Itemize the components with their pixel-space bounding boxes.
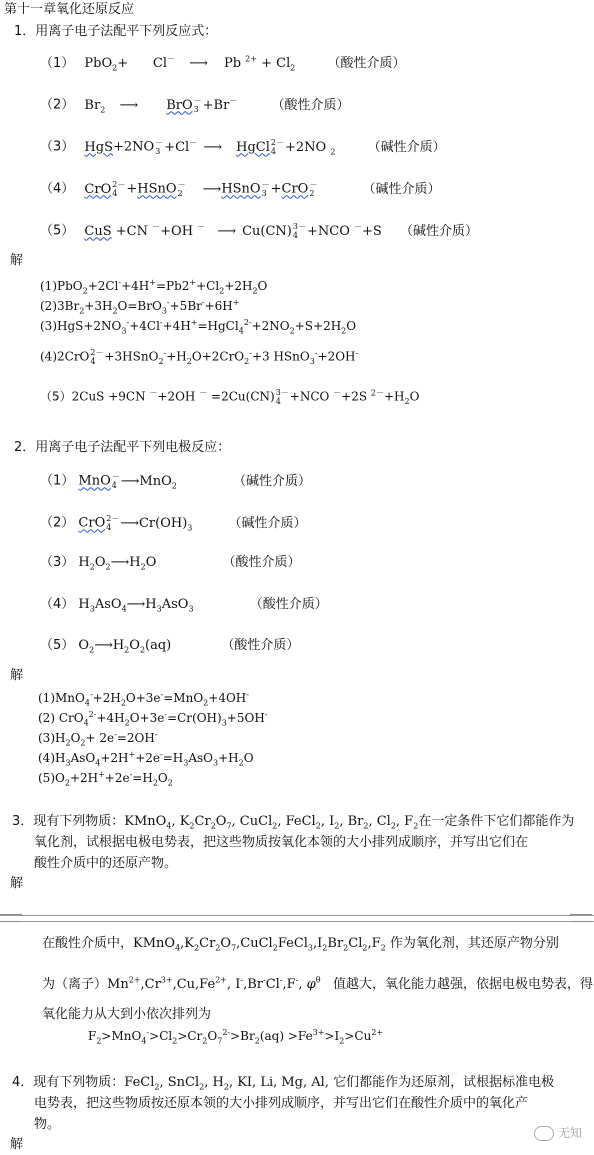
q2-item-4: （4） $H_3AsO_4⟶H_3AsO_3$ （酸性介质）: [40, 597, 328, 614]
q1-item-3: （3） HgS+2NO － 3 +Cl－ ⟶ HgCl 2－ 4 +2NO $_2$ （碱性介质）: [40, 138, 446, 157]
q1-answer-3: $(3)HgS+2NO_3^-+4Cl^-+4H^+=HgCl_4^{2-}+2NO_2+S+2H_2O$: [40, 318, 357, 336]
q3-line-3: 酸性介质中的还原产物。: [34, 856, 178, 871]
q3-solution-line-1: 在酸性介质中，$KMnO_4,K_2Cr_2O_7,CuCl_2FeCl_3,I_2Br_2Cl_2,F_2$ 作为氧化剂，其还原产物分别: [42, 936, 559, 953]
q2-item-2: （2） CrO 2－ 4 $⟶Cr(OH)_3$ （碱性介质）: [40, 514, 307, 533]
q2-answer-3: $(3)H_2O_2+ 2e^-=2OH^-$: [38, 730, 158, 748]
page-break-mark-left: [0, 914, 22, 922]
q3-solution-line-2: 为（离子）$Mn^{2+},Cr^{3+},Cu,Fe^{2+}$, I-,Br-Cl-,F-, $\varphi^\theta$ 值越大，氧化能力越强，依据电极电势表，得: [42, 975, 593, 992]
q1-item-2: （2） $Br_2$ ⟶ BrO － 3 +Br－ （酸性介质）: [40, 96, 350, 115]
q3-line-2: 氧化剂，试根据电极电势表，把这些物质按氧化本领的大小排列成顺序，并写出它们在: [34, 835, 529, 850]
q1-answer-2: $(2)3Br_2+3H_2O=BrO_3^-+5Br^-+6H^+$: [40, 298, 240, 316]
q4-line-2: 电势表，把这些物质按还原本领的大小排列成顺序，并写出它们在酸性介质中的氧化产: [34, 1096, 529, 1111]
q2-heading: 2．用离子电子法配平下列电极反应：: [14, 440, 231, 455]
q4-line-3: 物。: [34, 1117, 61, 1132]
q1-heading: 1．用离子电子法配平下列反应式：: [14, 24, 218, 39]
q1-answer-5: （5）2CuS +9CN －+2OH － =2Cu(CN) 3－ 4 +NCO －+2S $^{2-}+H_2O$: [40, 388, 420, 406]
page-separator-top: [0, 915, 594, 916]
q3-line-1: 3．现有下列物质：KMnO$_4$, $K_2Cr_2O_7$, CuCl$_2$, FeCl$_2$, $I_2$, $Br_2$, $Cl_2$, $F_2$在一定条件下它们都能作为: [12, 814, 575, 831]
q1-answer-4: (4)2CrO 2－ 4 $+3HSnO_2^-+H_2O+2CrO_2^-+3$ HSnO$_3$-+2OH-: [40, 348, 359, 366]
q1-item-1: （1） PbO$_2$+ Cl－ ⟶ Pb $^{2+} + Cl_2$ （酸性介质）: [40, 54, 406, 73]
q4-line-1: 4．现有下列物质：FeCl$_2$, SnCl$_2$, $H_2$, KI, Li, Mg, Al, 它们都能作为还原剂，试根据标准电极: [12, 1075, 555, 1092]
page-break-mark-right: [570, 914, 592, 922]
q2-item-1: （1） MnO － 4 ⟶MnO$_2$ （碱性介质）: [40, 472, 311, 491]
q1-item-5: （5） CuS +CN －+OH － ⟶ Cu(CN) 3－ 4 +NCO －+S （碱性介质）: [40, 222, 478, 240]
q4-answer-label: 解: [10, 1137, 24, 1152]
q2-answer-label: 解: [10, 668, 24, 683]
q2-answer-1: $(1)MnO_4^-+2H_2O+3e^-=MnO_2+4OH^-$: [38, 690, 249, 708]
q2-answer-4: $(4)H_3AsO_4+2H^++2e^-=H_3AsO_3+H_2O$: [38, 750, 254, 768]
q2-answer-5: $(5)O_2+2H^++2e^-=H_2O_2$: [38, 770, 173, 788]
q3-solution-order: $F_2>MnO_4^->Cl_2>Cr_2O_7^{2-}>Br_2(aq) >Fe^{3+}>I_2>Cu^{2+}$: [88, 1028, 384, 1046]
q3-solution-line-3: 氧化能力从大到小依次排列为: [42, 1007, 212, 1022]
q1-item-4: （4） CrO 2－ 4 +HSnO － 2 ⟶HSnO － 3 +CrO － 2 （碱性介质）: [40, 180, 441, 198]
watermark: 无知: [534, 1124, 582, 1141]
q1-answer-1: $(1)PbO_2+2Cl^-+4H^+=Pb2^++Cl_2+2H_2O$: [40, 278, 268, 296]
wechat-logo-icon: [534, 1126, 554, 1141]
chapter-title: 第十一章氧化还原反应: [4, 2, 135, 17]
q2-item-5: （5） $O_2⟶H_2O_2(aq)$ （酸性介质）: [40, 638, 300, 655]
page-separator-bottom: [0, 921, 594, 922]
q1-answer-label: 解: [10, 253, 24, 268]
q2-item-3: （3） $H_2O_2⟶H_2O$ （酸性介质）: [40, 555, 301, 572]
q2-answer-2: (2) $CrO_4^{2-}+4H_2O+3e^-=Cr(OH)_3+5OH^-$: [38, 710, 268, 728]
q3-answer-label: 解: [10, 876, 24, 891]
